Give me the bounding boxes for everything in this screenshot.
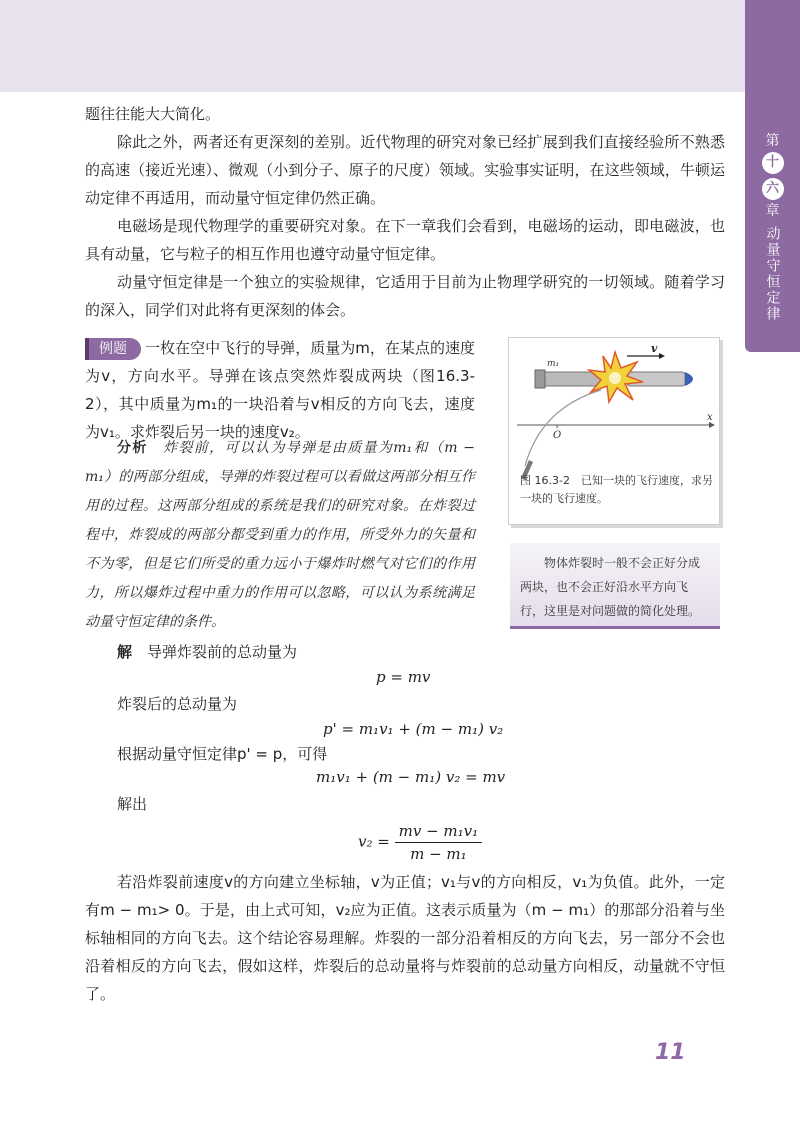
example-text: 一枚在空中飞行的导弹，质量为m，在某点的速度为v，方向水平。导弹在该点突然炸裂成两块（图16.3-2），其中质量为m₁的一块沿着与v相反的方向飞去，速度为v₁。求炸裂后另一块的速度v₂。 — [85, 339, 475, 441]
formula-4-denominator: m − m₁ — [410, 845, 467, 863]
formula-3: m₁v₁ + (m − m₁) v₂ = mv — [316, 768, 506, 786]
formula-4 — [358, 822, 482, 863]
page-number: 11 — [655, 1040, 686, 1065]
formula-4-lhs: v₂ = — [358, 832, 390, 851]
analysis-label: 分析 — [117, 440, 148, 456]
formula-4-numerator: mv − m₁v₁ — [395, 822, 483, 843]
paragraph-1: 除此之外，两者还有更深刻的差别。近代物理的研究对象已经扩展到我们直接经验所不熟悉的高速（接近光速）、微观（小到分子、原子的尺度）领域。实验事实证明，在这些领域，牛顿运动定律不再适用，而动量守恒定律仍然正确。 — [85, 133, 725, 207]
solution-step-3: 根据动量守恒定律p' = p，可得 — [117, 745, 328, 763]
formula-1: p = mv — [376, 668, 431, 686]
example-problem — [85, 334, 475, 446]
chapter-tab-label — [745, 132, 800, 322]
solution-step-4: 解出 — [117, 795, 148, 813]
solution-step-2: 炸裂后的总动量为 — [117, 695, 238, 713]
solution-step-1: 导弹炸裂前的总动量为 — [147, 643, 298, 661]
solution-line-1 — [117, 638, 517, 666]
paragraph-2: 电磁场是现代物理学的重要研究对象。在下一章我们会看到，电磁场的运动，即电磁波，也具有动量，它与粒子的相互作用也遵守动量守恒定律。 — [85, 217, 725, 263]
missile-tail-fin — [535, 370, 545, 388]
origin-label: O — [553, 430, 562, 441]
chapter-zhang: 章 — [765, 203, 780, 219]
analysis-text: 炸裂前，可以认为导弹是由质量为m₁和（m − m₁）的两部分组成，导弹的炸裂过程可以看做这两部分相互作用的过程。这两部分组成的系统是我们的研究对象。在炸裂过程中，炸裂成的两部分都受到重力的作用，所受外力的矢量和不为零，但是它们所受的重力远小于爆炸时燃气对它们的作用力，所以爆炸过程中重力的作用可以忽略，可以认为系统满足动量守恒定律的条件。 — [85, 440, 476, 630]
figure-caption: 图 16.3-2 已知一块的飞行速度，求另一块的飞行速度。 — [520, 474, 713, 505]
trajectory-line — [525, 390, 601, 466]
solution-label: 解 — [117, 643, 133, 661]
explosion-core — [609, 372, 621, 384]
example-tag: 例题 — [85, 338, 141, 360]
chapter-di: 第 — [765, 133, 780, 149]
paragraph-3: 动量守恒定律是一个独立的实验规律，它适用于目前为止物理学研究的一切领域。随着学习的深入，同学们对此将有更深刻的体会。 — [85, 273, 725, 319]
paragraph-0: 题往往能大大简化。 — [85, 105, 221, 123]
chapter-title: 动量守恒定律 — [764, 226, 781, 322]
header-band — [0, 0, 745, 92]
mass-m1-label: m₁ — [547, 359, 560, 369]
conclusion-paragraph: 若沿炸裂前速度v的方向建立坐标轴，v为正值；v₁与v的方向相反，v₁为负值。此外，一定有m − m₁> 0。于是，由上式可知，v₂应为正值。这表示质量为（m − m₁）的那部分沿着与坐标轴相同的方向飞去。这个结论容易理解。炸裂的一部分沿着相反的方向飞去，另一部分不会也沿着相反的方向飞去，假如这样，炸裂后的总动量将与炸裂前的总动量方向相反，动量就不守恒了。 — [85, 873, 725, 1003]
formula-4-fraction — [395, 822, 483, 863]
formula-2: p' = m₁v₁ + (m − m₁) v₂ — [323, 720, 504, 738]
missile-nose-cone — [685, 372, 693, 386]
chapter-number-2: 六 — [762, 178, 784, 200]
velocity-label: v — [651, 342, 658, 355]
velocity-arrow-icon — [659, 353, 665, 359]
x-axis-label: x — [707, 412, 713, 423]
analysis-block — [85, 434, 475, 637]
side-note: 物体炸裂时一般不会正好分成两块，也不会正好沿水平方向飞行，这里是对问题做的简化处理。 — [510, 543, 720, 629]
chapter-number-1: 十 — [762, 152, 784, 174]
